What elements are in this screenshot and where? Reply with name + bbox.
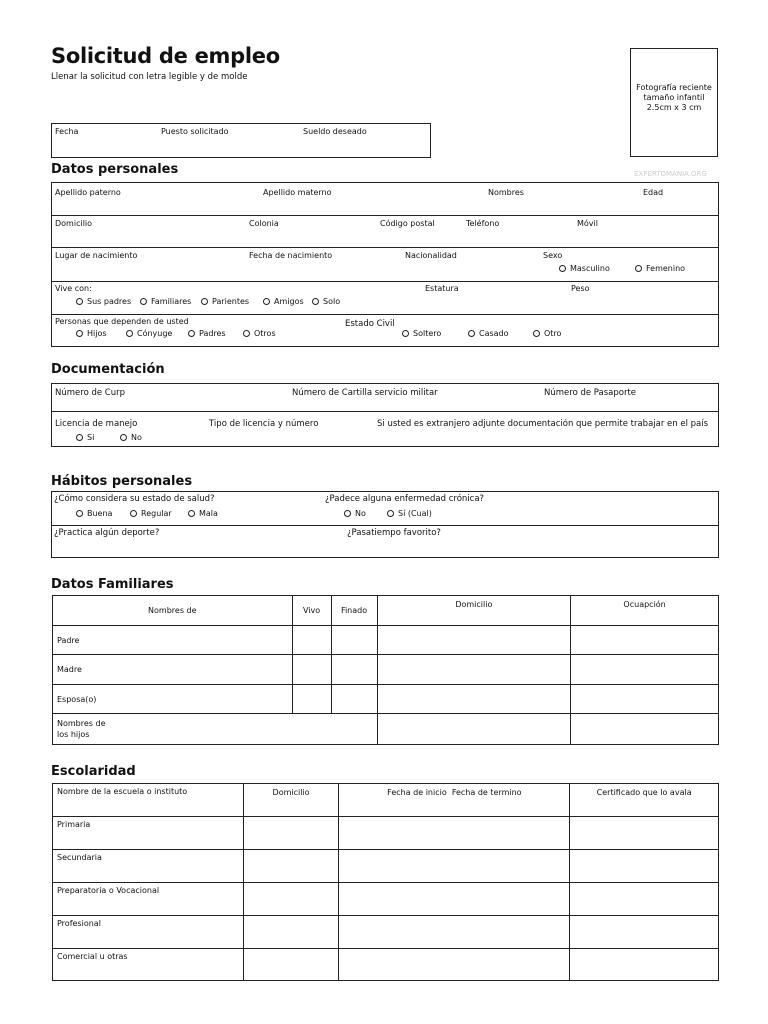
vivo-cell[interactable] [292,655,331,685]
domicilio-cell[interactable] [377,655,571,685]
option-label: Parientes [212,297,250,306]
colonia-field[interactable]: Colonia [249,219,279,228]
vivo-cell[interactable] [292,685,331,714]
option-label: Otros [254,329,276,338]
photo-line-2: tamaño infantil [643,93,705,102]
section-documentacion-heading: Documentación [51,362,165,377]
certificado-cell[interactable] [570,850,719,883]
radio-circle-icon [188,330,195,337]
option-label: Sí (Cual) [398,509,432,518]
profesional-cell[interactable]: Profesional [53,916,244,949]
radio-circle-icon [312,298,319,305]
vivo-cell[interactable] [292,626,331,655]
domicilio-cell[interactable] [243,883,339,916]
table-header-row [53,784,719,817]
section-familiares-heading: Datos Familiares [51,577,174,592]
extranjero-note: Si usted es extranjero adjunte documentación que permite trabajar en el país [377,419,709,429]
enfermedad-si-radio[interactable] [387,509,432,518]
radio-circle-icon [533,330,540,337]
radio-circle-icon [130,510,137,517]
salud-label: ¿Cómo considera su estado de salud? [54,494,215,504]
pasatiempo-field[interactable]: ¿Pasatiempo favorito? [347,528,441,538]
masculino-label: Masculino [570,264,610,273]
fechas-cell[interactable] [339,817,570,850]
ocupacion-cell[interactable] [571,685,719,714]
option-label: No [355,509,366,518]
option-label: Solo [323,297,341,306]
sueldo-label: Sueldo deseado [303,127,367,136]
radio-circle-icon [76,434,83,441]
header-domicilio: Domicilio [243,784,339,817]
header-vivo: Vivo [292,596,331,626]
codigo-postal-field[interactable]: Código postal [380,219,435,228]
option-label: Familiares [151,297,192,306]
deporte-field[interactable]: ¿Practica algún deporte? [54,528,160,538]
option-label: Otro [544,329,562,338]
comercial-cell[interactable]: Comercial u otras [53,949,244,981]
enfermedad-no-radio[interactable] [344,509,366,518]
domicilio-cell[interactable] [243,817,339,850]
radio-circle-icon [140,298,147,305]
vive-solo-radio[interactable] [312,297,340,306]
fechas-cell[interactable] [339,850,570,883]
tipo-licencia-field[interactable]: Tipo de licencia y número [209,419,319,429]
certificado-cell[interactable] [570,916,719,949]
certificado-cell[interactable] [570,883,719,916]
salud-buena-radio[interactable] [76,509,112,518]
ocupacion-cell[interactable] [571,655,719,685]
table-row [53,850,719,883]
sexo-label: Sexo [543,251,563,260]
civil-otro-radio[interactable] [533,329,561,338]
primaria-cell[interactable]: Primaria [53,817,244,850]
section-personales-heading: Datos personales [51,162,179,177]
vive-parientes-radio[interactable] [201,297,249,306]
option-label: Regular [141,509,172,518]
nacionalidad-field[interactable]: Nacionalidad [405,251,457,260]
photo-line-3: 2.5cm x 3 cm [646,103,702,112]
option-label: Buena [87,509,113,518]
apellido-materno-field[interactable]: Apellido materno [263,188,332,197]
vive-familiares-radio[interactable] [140,297,191,306]
estatura-field[interactable]: Estatura [425,284,459,293]
domicilio-cell[interactable] [243,916,339,949]
option-label: Si [87,433,95,442]
escolaridad-table [52,783,719,981]
watermark: EXPERTOMANIA.ORG [634,170,707,178]
option-label: No [131,433,142,442]
enfermedad-label: ¿Padece alguna enfermedad crónica? [325,494,485,504]
nombres-field[interactable]: Nombres [488,188,524,197]
telefono-field[interactable]: Teléfono [466,219,500,228]
section-habitos-heading: Hábitos personales [51,474,193,489]
header-ocupacion: Ocuapción [571,596,719,626]
header-domicilio: Domicilio [377,596,571,626]
photo-box[interactable] [630,48,718,157]
puesto-label: Puesto solicitado [161,127,229,136]
dependen-hijos-radio[interactable] [76,329,107,338]
civil-soltero-radio[interactable] [402,329,441,338]
femenino-label: Femenino [646,264,686,273]
licencia-no-radio[interactable] [120,433,142,442]
radio-circle-icon [635,265,642,272]
table-row [53,626,719,655]
table-row [53,714,719,745]
vive-amigos-radio[interactable] [263,297,304,306]
option-label: Amigos [274,297,304,306]
option-label: Padres [199,329,226,338]
domicilio-cell[interactable] [377,685,571,714]
radio-circle-icon [76,510,83,517]
radio-circle-icon [468,330,475,337]
civil-casado-radio[interactable] [468,329,509,338]
radio-circle-icon [120,434,127,441]
cartilla-field[interactable]: Número de Cartilla servicio militar [292,388,438,398]
header-fields-box[interactable] [51,123,431,158]
familiares-table [52,595,719,745]
fechas-cell[interactable] [339,916,570,949]
secundaria-cell[interactable]: Secundaria [53,850,244,883]
licencia-label: Licencia de manejo [55,419,138,429]
domicilio-cell[interactable] [377,714,571,745]
madre-cell[interactable]: Madre [53,655,293,685]
header-certificado: Certificado que lo avala [570,784,719,817]
photo-line-1: Fotografía reciente [636,83,712,92]
estado-civil-label: Estado Civil [345,319,395,329]
edad-field[interactable]: Edad [643,188,664,197]
salud-mala-radio[interactable] [188,509,218,518]
hijos-cell[interactable] [53,714,378,745]
movil-field[interactable]: Móvil [577,219,598,228]
esposa-cell[interactable]: Esposa(o) [53,685,293,714]
masculino-radio[interactable] [559,264,610,273]
licencia-si-radio[interactable] [76,433,94,442]
radio-circle-icon [387,510,394,517]
page-title: Solicitud de empleo [51,44,280,68]
padre-cell[interactable]: Padre [53,626,293,655]
table-row [53,655,719,685]
fecha-nacimiento-field[interactable]: Fecha de nacimiento [249,251,333,260]
page-subtitle: Llenar la solicitud con letra legible y de molde [51,72,248,82]
option-label: Casado [479,329,509,338]
vive-sus-padres-radio[interactable] [76,297,131,306]
table-row [53,883,719,916]
vive-con-label: Vive con: [55,284,92,293]
option-label: Cónyuge [137,329,173,338]
finado-cell[interactable] [331,685,377,714]
header-finado: Finado [331,596,377,626]
dependen-padres-radio[interactable] [188,329,226,338]
domicilio-cell[interactable] [243,949,339,981]
radio-circle-icon [126,330,133,337]
table-row [53,817,719,850]
radio-circle-icon [559,265,566,272]
pasaporte-field[interactable]: Número de Pasaporte [544,388,637,398]
header-nombres: Nombres de [53,596,293,626]
option-label: Mala [199,509,218,518]
certificado-cell[interactable] [570,949,719,981]
option-label: Sus padres [87,297,132,306]
option-label: Soltero [413,329,442,338]
dependen-conyuge-radio[interactable] [126,329,172,338]
hijos-label: Nombres de los hijos [57,719,106,739]
section-escolaridad-heading: Escolaridad [51,764,136,779]
header-fechas: Fecha de inicio Fecha de termino [339,784,570,817]
preparatoria-cell[interactable]: Preparatoria o Vocacional [53,883,244,916]
fechas-cell[interactable] [339,949,570,981]
radio-circle-icon [188,510,195,517]
radio-circle-icon [76,330,83,337]
femenino-radio[interactable] [635,264,685,273]
documentacion-box [51,383,719,447]
fecha-label: Fecha [55,127,79,136]
option-label: Hijos [87,329,107,338]
apellido-paterno-field[interactable]: Apellido paterno [55,188,121,197]
curp-field[interactable]: Número de Curp [55,388,126,398]
domicilio-cell[interactable] [243,850,339,883]
salud-regular-radio[interactable] [130,509,172,518]
lugar-nacimiento-field[interactable]: Lugar de nacimiento [55,251,138,260]
radio-circle-icon [76,298,83,305]
domicilio-field[interactable]: Domicilio [55,219,93,228]
table-row [53,916,719,949]
fechas-cell[interactable] [339,883,570,916]
header-escuela: Nombre de la escuela o instituto [53,784,244,817]
radio-circle-icon [263,298,270,305]
radio-circle-icon [344,510,351,517]
habitos-box [51,491,719,558]
peso-field[interactable]: Peso [571,284,590,293]
radio-circle-icon [201,298,208,305]
finado-cell[interactable] [331,626,377,655]
ocupacion-cell[interactable] [571,626,719,655]
personales-box [51,182,719,347]
radio-circle-icon [402,330,409,337]
dependen-label: Personas que dependen de usted [55,317,189,326]
table-row [53,685,719,714]
ocupacion-cell[interactable] [571,714,719,745]
table-row [53,949,719,981]
table-header-row [53,596,719,626]
certificado-cell[interactable] [570,817,719,850]
dependen-otros-radio[interactable] [243,329,276,338]
domicilio-cell[interactable] [377,626,571,655]
finado-cell[interactable] [331,655,377,685]
radio-circle-icon [243,330,250,337]
